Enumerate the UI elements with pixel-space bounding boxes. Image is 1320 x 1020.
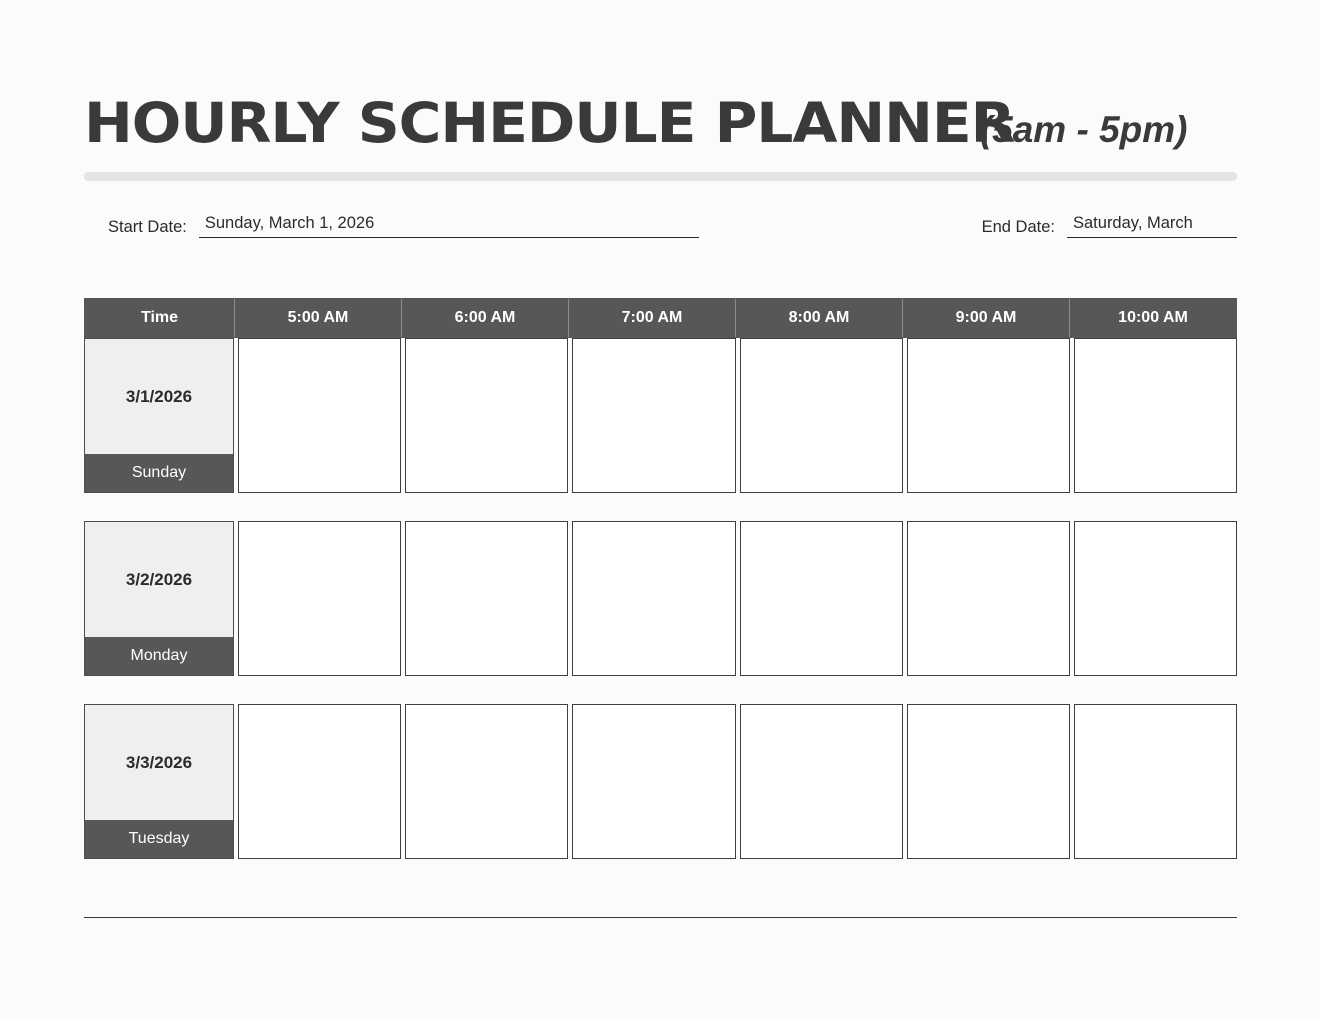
schedule-cell[interactable] [1074, 704, 1237, 859]
schedule-cell[interactable] [740, 704, 903, 859]
schedule-cell[interactable] [572, 521, 735, 676]
day-label-monday[interactable] [84, 521, 234, 676]
day-weekday: Tuesday [85, 820, 233, 858]
day-slots-sunday [234, 338, 1237, 493]
schedule-cell[interactable] [405, 521, 568, 676]
table-row [84, 704, 1237, 859]
day-label-sunday[interactable] [84, 338, 234, 493]
column-header-hour-6: 10:00 AM [1118, 309, 1188, 326]
schedule-cell[interactable] [238, 338, 401, 493]
schedule-cell[interactable] [740, 338, 903, 493]
day-label-tuesday[interactable] [84, 704, 234, 859]
date-fields [84, 212, 1237, 248]
schedule-header-row [84, 298, 1237, 338]
table-row [84, 521, 1237, 676]
footer-divider [84, 917, 1237, 918]
day-slots-tuesday [234, 704, 1237, 859]
end-date-label: End Date: [981, 218, 1055, 236]
start-date-group [108, 212, 699, 238]
schedule-cell[interactable] [405, 338, 568, 493]
start-date-label: Start Date: [108, 218, 187, 236]
day-weekday: Monday [85, 637, 233, 675]
column-header-time: Time [85, 299, 235, 337]
column-header-hour-2: 6:00 AM [402, 299, 569, 337]
schedule-cell[interactable] [238, 704, 401, 859]
day-date: 3/2/2026 [125, 569, 193, 589]
schedule-cell[interactable] [740, 521, 903, 676]
page-title-main: HOURLY SCHEDULE PLANNER [84, 91, 1015, 155]
schedule-cell[interactable] [572, 338, 735, 493]
schedule-cell[interactable] [405, 704, 568, 859]
column-header-hour-1: 5:00 AM [235, 299, 402, 337]
page-title [84, 91, 1244, 155]
schedule-cell[interactable] [907, 704, 1070, 859]
column-header-hour-5: 9:00 AM [903, 299, 1070, 337]
schedule-cell[interactable] [238, 521, 401, 676]
day-date: 3/3/2026 [125, 752, 193, 772]
column-header-hour-3: 7:00 AM [569, 299, 736, 337]
schedule-grid [84, 298, 1237, 859]
title-divider [84, 172, 1237, 181]
day-weekday: Sunday [85, 454, 233, 492]
day-slots-monday [234, 521, 1237, 676]
table-row [84, 338, 1237, 493]
schedule-cell[interactable] [572, 704, 735, 859]
schedule-cell[interactable] [907, 338, 1070, 493]
column-header-hour-4: 8:00 AM [736, 299, 903, 337]
schedule-cell[interactable] [1074, 521, 1237, 676]
page-title-subtitle: (5am - 5pm) [979, 109, 1188, 150]
day-date: 3/1/2026 [125, 386, 193, 406]
schedule-cell[interactable] [1074, 338, 1237, 493]
end-date-input[interactable]: Saturday, March [1067, 212, 1237, 238]
start-date-input[interactable]: Sunday, March 1, 2026 [199, 212, 699, 238]
end-date-group [982, 212, 1237, 238]
schedule-cell[interactable] [907, 521, 1070, 676]
